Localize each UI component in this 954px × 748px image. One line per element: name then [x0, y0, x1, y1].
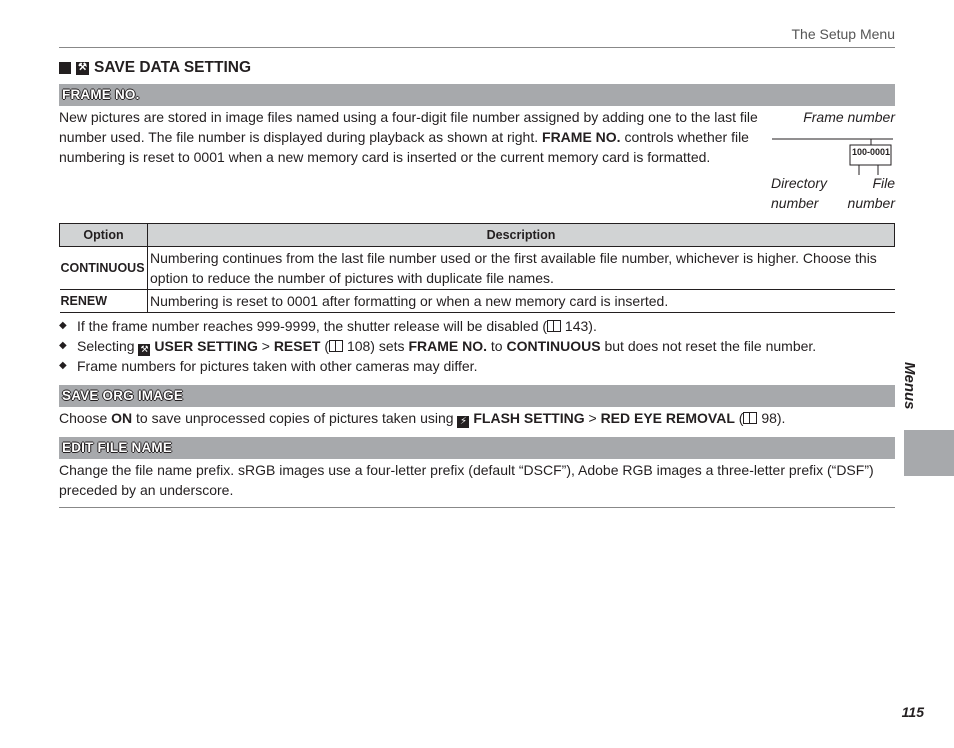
square-bullet-icon	[59, 62, 71, 74]
option-renew: RENEW	[60, 290, 148, 313]
save-org-heading-bar	[59, 385, 895, 407]
table-row	[60, 247, 895, 290]
note-item: ◆ Selecting ⚒ USER SETTING > RESET ( 108) sets FRAME NO. to CONTINUOUS but does not reset the file number.	[59, 338, 817, 354]
section-title	[59, 59, 251, 77]
section-title-text: SAVE DATA SETTING	[94, 59, 252, 76]
table-header-row	[60, 224, 895, 247]
book-icon	[743, 412, 757, 424]
edit-file-heading-bar	[59, 437, 895, 459]
description-continuous: Numbering continues from the last file number used or the first available file number, whichever is higher. Choose this option to reduce the number of pictures with duplicate file names.	[148, 247, 895, 290]
wrench-icon: ⚒	[76, 62, 89, 75]
book-icon	[329, 340, 343, 352]
section-bottom-rule	[59, 507, 895, 508]
page-number: 115	[901, 704, 924, 720]
wrench-icon: ⚒	[140, 344, 149, 354]
note-item: ◆ If the frame number reaches 999-9999, the shutter release will be disabled ( 143).	[59, 318, 597, 334]
frame-number-display: 100-0001	[852, 147, 891, 157]
column-header-description: Description	[148, 224, 895, 247]
option-continuous: CONTINUOUS	[60, 247, 148, 290]
edit-file-heading: EDIT FILE NAME	[62, 440, 173, 455]
header-rule	[59, 47, 895, 48]
pen-nib-icon: ◆	[59, 340, 67, 351]
description-renew: Numbering is reset to 0001 after formatting or when a new memory card is inserted.	[148, 290, 895, 313]
file-number-label: File number	[847, 175, 895, 211]
frame-no-heading: FRAME NO.	[62, 87, 140, 102]
side-tab-label: Menus	[901, 362, 918, 410]
frame-no-description: New pictures are stored in image files named using a four-digit file number assigned by adding one to the last file number used. The file number is displayed during playback as shown at right. FRAME NO. controls whether file numbering is reset to 0001 when a new memory card is inserted or the current memory card is formatted.	[59, 109, 758, 165]
save-org-heading: SAVE ORG IMAGE	[62, 388, 184, 403]
frame-number-label: Frame number	[803, 109, 895, 125]
table-row	[60, 290, 895, 313]
running-header: The Setup Menu	[791, 26, 895, 42]
frame-no-heading-bar	[59, 84, 895, 106]
column-header-option: Option	[60, 224, 148, 247]
note-item: ◆ Frame numbers for pictures taken with other cameras may differ.	[59, 358, 478, 374]
frame-number-figure	[768, 107, 898, 217]
notes-list	[59, 316, 895, 376]
pen-nib-icon: ◆	[59, 360, 67, 371]
book-icon	[547, 320, 561, 332]
flash-icon: ⚡	[457, 416, 469, 428]
save-org-description: Choose ON to save unprocessed copies of pictures taken using ⚡ FLASH SETTING > RED EYE REMOVAL ( 98).	[59, 410, 786, 427]
options-table	[59, 223, 895, 313]
pen-nib-icon: ◆	[59, 320, 67, 331]
directory-number-label: Directory number	[771, 175, 828, 211]
edit-file-description: Change the file name prefix. sRGB images use a four-letter prefix (default “DSCF”), Adobe RGB images a three-letter prefix (“DSF”) preceded by an underscore.	[59, 462, 874, 498]
side-tab	[904, 430, 954, 476]
